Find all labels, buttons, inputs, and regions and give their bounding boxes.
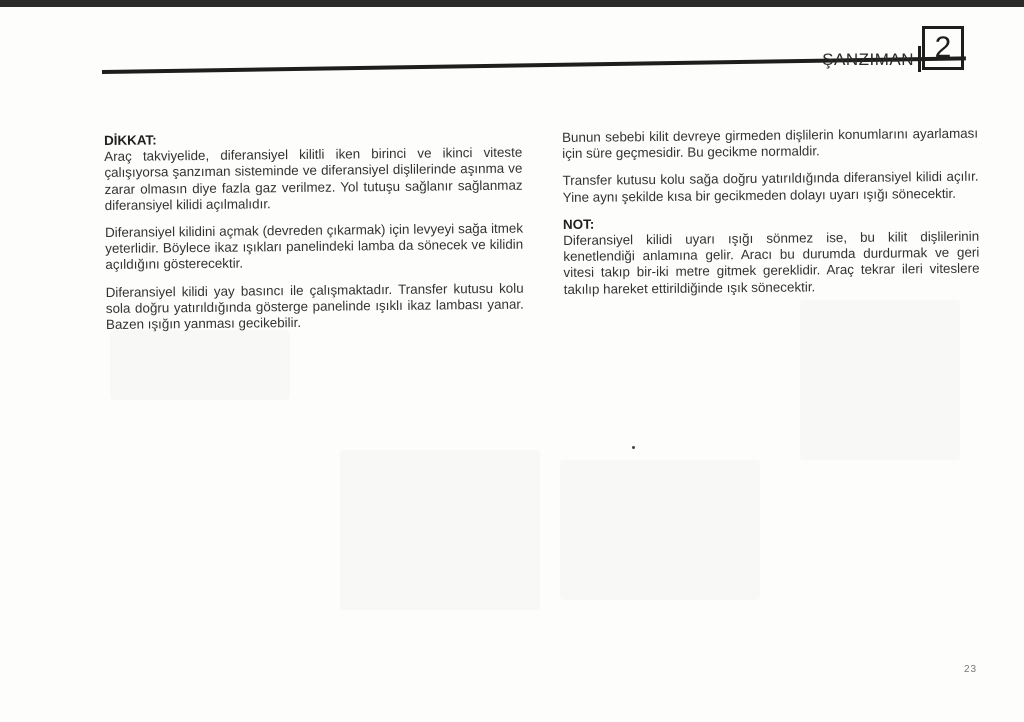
transfer-case-paragraph: Transfer kutusu kolu sağa doğru yatırıldığında diferansiyel kilidi açılır. Yine aynı şekilde kısa bir gecikmeden dolayı uyarı ışığı sönecektir. <box>562 169 979 205</box>
bleed-through-shadow <box>800 300 960 460</box>
bleed-through-shadow <box>340 450 540 610</box>
note-heading: NOT: <box>562 216 595 232</box>
delay-paragraph: Bunun sebebi kilit devreye girmeden dişlilerin konumlarını ayarlaması için süre geçmesidir. Bu gecikme normaldir. <box>562 125 979 162</box>
unlock-paragraph: Diferansiyel kilidini açmak (devreden çıkarmak) için levyeyi sağa itmek yeterlidir. Böylece ikaz ışıkları panelindeki lamba da sönecek ve kilidin açıldığını gösterecektir. <box>104 220 524 273</box>
spring-pressure-paragraph: Diferansiyel kilidi yay basıncı ile çalışmaktadır. Transfer kutusu kolu sola doğru yatırıldığında gösterge panelinde ışıklı ikaz lambası yanar. Bazen ışığın yanması gecikebilir. <box>105 280 524 333</box>
warning-paragraph: Araç takviyelide, diferansiyel kilitli iken birinci ve ikinci viteste çalışıyorsa şanzıman sisteminde ve diferansiyel dişlilerinde aşınma ve zarar olmasın diye fazla gaz verilmez. Yol tutuşu sağlanır sağlanmaz diferansiyel kilidi açılmalıdır. <box>104 144 523 213</box>
page-header <box>0 0 1024 100</box>
chapter-number-box: 2 <box>922 26 964 70</box>
left-column <box>104 129 524 345</box>
warning-heading: DİKKAT: <box>104 132 157 148</box>
page-number: 23 <box>964 664 978 675</box>
header-rule-tick <box>918 46 921 72</box>
section-title: ŞANZIMAN <box>822 50 914 69</box>
bleed-through-shadow <box>560 460 760 600</box>
note-paragraph: Diferansiyel kilidi uyarı ışığı sönmez ise, bu kilit dişlilerinin kenetlendiği anlamına gelir. Aracı bu durumda durdurmak ve geri vitesi takıp bir-iki metre gitmek gereklidir. Araç tekrar ileri viteslere takılıp hareket ettirildiğinde ışık sönecektir. <box>563 228 980 297</box>
right-column <box>562 126 980 309</box>
ink-speck <box>632 446 635 449</box>
